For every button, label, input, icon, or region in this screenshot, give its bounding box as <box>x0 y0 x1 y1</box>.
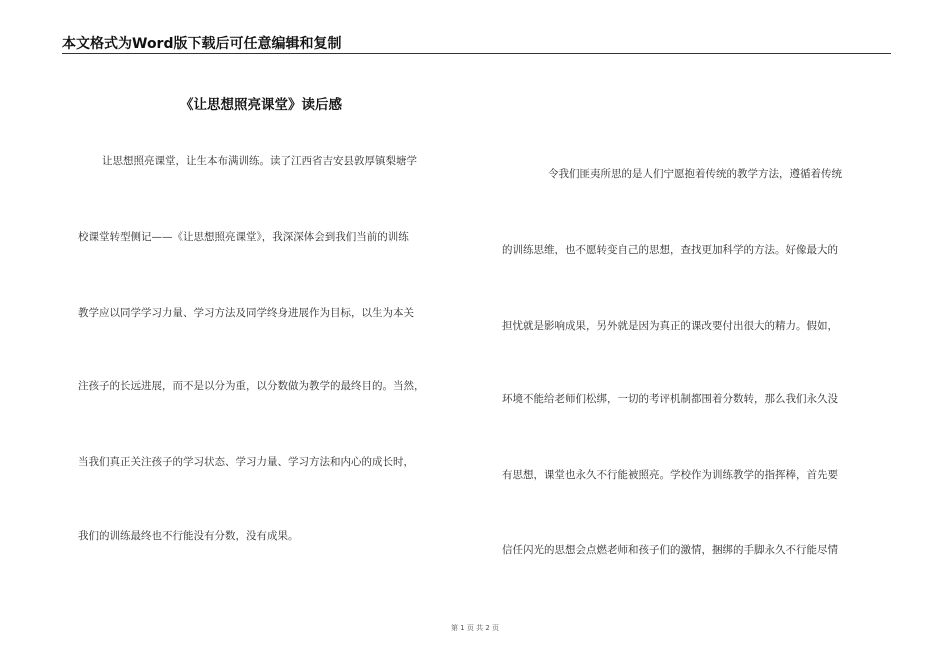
paragraph-line: 教学应以同学学习力量、学习方法及同学终身进展作为目标，以生为本关 <box>78 307 414 319</box>
paragraph-line: 令我们匪夷所思的是人们宁愿抱着传统的教学方法，遵循着传统 <box>548 168 842 180</box>
paragraph-line: 担忧就是影响成果，另外就是因为真正的课改要付出很大的精力。假如， <box>502 320 838 332</box>
paragraph-line: 当我们真正关注孩子的学习状态、学习力量、学习方法和内心的成长时， <box>78 456 414 468</box>
paragraph-line: 信任闪光的思想会点燃老师和孩子们的激情，捆绑的手脚永久不行能尽情 <box>502 544 838 556</box>
header-divider <box>62 53 891 54</box>
paragraph-line: 环境不能给老师们松绑，一切的考评机制都围着分数转，那么我们永久没 <box>502 393 838 405</box>
paragraph-line: 校课堂转型侧记——《让思想照亮课堂》，我深深体会到我们当前的训练 <box>78 231 409 243</box>
download-banner: 本文格式为Word版下载后可任意编辑和复制 <box>62 36 342 52</box>
page-number: 第 1 页 共 2 页 <box>450 624 500 632</box>
paragraph-line: 让思想照亮课堂，让生本布满训练。读了江西省吉安县敦厚镇梨塘学 <box>102 155 417 167</box>
paragraph-line: 注孩子的长远进展，而不是以分为重，以分数做为教学的最终目的。当然， <box>78 380 425 392</box>
document-title: 《让思想照亮课堂》读后感 <box>180 97 342 113</box>
paragraph-line: 的训练思维，也不愿转变自己的思想，查找更加科学的方法。好像最大的 <box>502 244 838 256</box>
paragraph-line: 我们的训练最终也不行能没有分数，没有成果。 <box>78 530 299 542</box>
paragraph-line: 有思想，课堂也永久不行能被照亮。学校作为训练教学的指挥棒，首先要 <box>502 469 838 481</box>
